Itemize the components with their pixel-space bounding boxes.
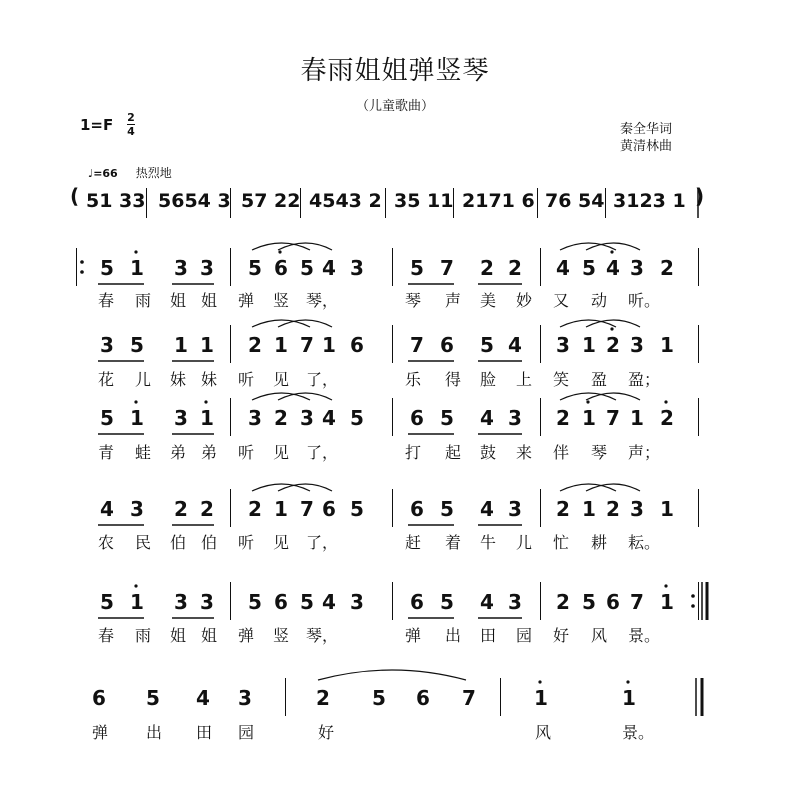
lyric-char: 声；: [628, 443, 661, 462]
slur: [586, 320, 640, 327]
lyric-char: 赶: [405, 533, 422, 552]
score-note: 3: [174, 406, 188, 430]
score-note: 5: [130, 333, 144, 357]
score-note: 5: [248, 590, 262, 614]
barline: [698, 398, 699, 436]
time-signature: [127, 112, 135, 137]
lyric-char: 琴: [591, 443, 608, 462]
lyric-char: 听: [238, 443, 255, 462]
lyric-char: 上: [516, 370, 533, 389]
score-note: 2: [556, 590, 570, 614]
slur: [560, 320, 616, 327]
score-note: 7: [300, 333, 314, 357]
barline: [500, 678, 501, 716]
score-note: 1: [130, 590, 144, 614]
lyric-char: 弹: [238, 291, 255, 310]
score-note: 2: [200, 497, 214, 521]
score-note: 5: [350, 406, 364, 430]
lyric-char: 弟: [201, 443, 218, 462]
slur: [252, 393, 310, 400]
score-note: 4: [480, 590, 494, 614]
score-note: 5: [146, 686, 160, 710]
lyric-char: 起: [445, 443, 462, 462]
slur: [278, 320, 332, 327]
lyric-char: 园: [516, 626, 533, 645]
lyric-char: 着: [445, 533, 462, 552]
lyric-char: 竖: [273, 626, 290, 645]
lyric-char: 听: [238, 370, 255, 389]
long-slur: [318, 670, 466, 680]
barline: [540, 582, 541, 620]
lyric-char: 姐: [170, 291, 187, 310]
barline: [392, 489, 393, 527]
lyric-char: 琴: [405, 291, 422, 310]
lyric-char: 见: [273, 533, 290, 552]
slur: [278, 484, 332, 491]
lyric-char: 听。: [628, 291, 661, 310]
score-note: 5: [248, 256, 262, 280]
lyric-char: 景。: [622, 723, 655, 742]
score-note: 5: [480, 333, 494, 357]
lyric-char: 风: [591, 626, 608, 645]
octave-dot: [134, 400, 137, 403]
score-note: 2: [248, 497, 262, 521]
score-note: 4: [196, 686, 210, 710]
score-note: 3: [556, 333, 570, 357]
lyric-char: 儿: [516, 533, 533, 552]
score-note: 7: [462, 686, 476, 710]
lyric-char: 雨: [135, 291, 152, 310]
score-note: 3: [508, 590, 522, 614]
lyric-char: 春: [98, 291, 115, 310]
lyric-char: 弹: [405, 626, 422, 645]
lyric-char: 风: [535, 723, 552, 742]
score-note: 6: [410, 497, 424, 521]
score-note: 5: [300, 590, 314, 614]
barline: [230, 325, 231, 363]
score-note: 3: [350, 590, 364, 614]
score-note: 1: [660, 333, 674, 357]
score-note: 1: [274, 497, 288, 521]
lyric-char: 了，: [306, 533, 339, 552]
score-note: 4: [480, 497, 494, 521]
barline: [698, 582, 699, 620]
barline: [540, 325, 541, 363]
score-note: 7: [606, 406, 620, 430]
intro-note-group: 4543 2: [309, 190, 382, 212]
song-title: 春雨姐姐弹竖琴: [300, 56, 490, 86]
score-note: 3: [100, 333, 114, 357]
score-note: 1: [174, 333, 188, 357]
score-note: 6: [410, 590, 424, 614]
lyric-char: 姐: [201, 291, 218, 310]
score-note: 3: [630, 256, 644, 280]
lyric-char: 见: [273, 370, 290, 389]
intro-note-group: 35 11: [394, 190, 454, 212]
lyric-char: 田: [196, 723, 213, 742]
octave-dot: [664, 584, 667, 587]
time-signature-bottom: 4: [127, 125, 135, 138]
lyric-char: 伯: [201, 533, 218, 552]
score-note: 3: [630, 497, 644, 521]
lyric-char: 牛: [480, 533, 497, 552]
lyric-char: 园: [238, 723, 255, 742]
score-note: 3: [200, 590, 214, 614]
barline: [392, 582, 393, 620]
lyric-char: 打: [405, 443, 422, 462]
score-note: 4: [606, 256, 620, 280]
score-note: 6: [410, 406, 424, 430]
lyric-char: 春: [98, 626, 115, 645]
tempo-marking: [88, 164, 172, 181]
score-note: 1: [582, 497, 596, 521]
barline: [537, 188, 538, 218]
repeat-dot: [691, 594, 695, 598]
barline: [605, 188, 606, 218]
score-note: 5: [440, 406, 454, 430]
octave-dot: [134, 250, 137, 253]
octave-dot: [538, 680, 541, 683]
barline: [385, 188, 386, 218]
lyric-char: 青: [98, 443, 115, 462]
score-note: 4: [322, 256, 336, 280]
score-note: 1: [322, 333, 336, 357]
score-note: 4: [480, 406, 494, 430]
barline: [698, 248, 699, 286]
score-note: 7: [300, 497, 314, 521]
lyric-char: 田: [480, 626, 497, 645]
score-note: 5: [410, 256, 424, 280]
score-note: 2: [274, 406, 288, 430]
slur: [586, 393, 640, 400]
lyric-char: 蛙: [135, 443, 152, 462]
repeat-start-barline: [76, 248, 77, 286]
lyric-char: 好: [318, 723, 335, 742]
score-note: 4: [322, 590, 336, 614]
lyric-char: 了，: [306, 370, 339, 389]
lyric-char: 弹: [92, 723, 109, 742]
lyric-char: 琴，: [306, 291, 339, 310]
barline: [230, 582, 231, 620]
lyric-char: 竖: [273, 291, 290, 310]
score-note: 2: [606, 497, 620, 521]
octave-dot: [134, 584, 137, 587]
intro-note-group: 5654 3: [158, 190, 231, 212]
score-note: 2: [174, 497, 188, 521]
barline: [698, 325, 699, 363]
score-note: 2: [606, 333, 620, 357]
slur: [560, 243, 616, 250]
time-signature-top: 2: [127, 111, 135, 124]
slur: [278, 393, 332, 400]
barline: [540, 489, 541, 527]
lyric-char: 妹: [201, 370, 218, 389]
lyric-char: 出: [146, 723, 163, 742]
score-note: 6: [274, 590, 288, 614]
barline: [230, 188, 231, 218]
score-note: 1: [130, 406, 144, 430]
score-note: 1: [660, 497, 674, 521]
slur: [586, 243, 640, 250]
lyric-char: 耘。: [628, 533, 661, 552]
lyric-char: 来: [516, 443, 533, 462]
score-note: 1: [630, 406, 644, 430]
lyric-char: 乐: [405, 370, 422, 389]
lyric-char: 得: [445, 370, 462, 389]
slur: [560, 393, 616, 400]
score-note: 3: [130, 497, 144, 521]
repeat-dot: [691, 604, 695, 608]
score-note: 3: [350, 256, 364, 280]
octave-dot: [586, 400, 589, 403]
lyric-char: 妹: [170, 370, 187, 389]
lyric-char: 雨: [135, 626, 152, 645]
barline: [392, 248, 393, 286]
score-note: 5: [582, 590, 596, 614]
lyric-char: 又: [553, 291, 570, 310]
lyric-char: 忙: [553, 533, 570, 552]
lyricist-credit: 秦全华词: [620, 122, 673, 137]
score-note: 1: [534, 686, 548, 710]
octave-dot: [626, 680, 629, 683]
barline: [230, 489, 231, 527]
score-note: 1: [582, 333, 596, 357]
intro-note-group: 3123 1: [613, 190, 686, 212]
score-note: 2: [480, 256, 494, 280]
score-note: 3: [508, 406, 522, 430]
barline: [300, 188, 301, 218]
lyric-char: 伴: [553, 443, 570, 462]
score-note: 4: [508, 333, 522, 357]
lyric-char: 弟: [170, 443, 187, 462]
barline: [540, 398, 541, 436]
barline: [540, 248, 541, 286]
score-note: 1: [660, 590, 674, 614]
intro-note-group: 76 54: [545, 190, 605, 212]
expression-marking: 热烈地: [135, 166, 172, 180]
lyric-char: 出: [445, 626, 462, 645]
score-note: 4: [556, 256, 570, 280]
score-note: 4: [100, 497, 114, 521]
score-note: 3: [300, 406, 314, 430]
score-note: 2: [508, 256, 522, 280]
slur: [586, 484, 640, 491]
score-note: 5: [300, 256, 314, 280]
score-note: 6: [350, 333, 364, 357]
intro-note-group: 51 33: [86, 190, 146, 212]
lyric-char: 农: [98, 533, 115, 552]
repeat-dot: [80, 260, 84, 264]
slur: [560, 484, 616, 491]
score-note: 2: [660, 256, 674, 280]
octave-dot: [610, 250, 613, 253]
score-note: 3: [238, 686, 252, 710]
repeat-dot: [80, 270, 84, 274]
tempo-value: ♩=66: [88, 167, 118, 180]
octave-dot: [204, 400, 207, 403]
lyric-char: 儿: [135, 370, 152, 389]
lyric-char: 民: [135, 533, 152, 552]
score-note: 3: [248, 406, 262, 430]
barline: [453, 188, 454, 218]
score-note: 3: [174, 590, 188, 614]
intro-note-group: 57 22: [241, 190, 301, 212]
score-note: 5: [582, 256, 596, 280]
key-signature: 1=F: [80, 116, 114, 134]
lyric-char: 脸: [480, 370, 497, 389]
score-note: 1: [200, 333, 214, 357]
score-note: 5: [100, 256, 114, 280]
intro-open-paren: (: [70, 184, 80, 208]
score-note: 2: [660, 406, 674, 430]
score-note: 6: [416, 686, 430, 710]
score-note: 3: [174, 256, 188, 280]
intro-note-group: 2171 6: [462, 190, 535, 212]
score-note: 5: [100, 590, 114, 614]
score-note: 5: [100, 406, 114, 430]
lyric-char: 听: [238, 533, 255, 552]
lyric-char: 鼓: [480, 443, 497, 462]
score-note: 6: [322, 497, 336, 521]
octave-dot: [664, 400, 667, 403]
score-note: 5: [440, 497, 454, 521]
composer-credit: 黄清林曲: [620, 139, 673, 154]
barline: [230, 248, 231, 286]
score-note: 6: [92, 686, 106, 710]
lyric-char: 景。: [628, 626, 661, 645]
slur: [252, 243, 310, 250]
lyric-char: 姐: [170, 626, 187, 645]
lyric-char: 姐: [201, 626, 218, 645]
score-note: 1: [274, 333, 288, 357]
score-note: 1: [130, 256, 144, 280]
barline: [230, 398, 231, 436]
score-note: 5: [440, 590, 454, 614]
lyric-char: 了，: [306, 443, 339, 462]
barline: [146, 188, 147, 218]
lyric-char: 动: [591, 291, 608, 310]
score-note: 2: [556, 406, 570, 430]
lyric-char: 琴，: [306, 626, 339, 645]
octave-dot: [610, 327, 613, 330]
lyric-char: 见: [273, 443, 290, 462]
intro-close-paren: ): [695, 184, 705, 208]
score-note: 6: [606, 590, 620, 614]
score-note: 1: [582, 406, 596, 430]
score-note: 1: [622, 686, 636, 710]
lyric-char: 妙: [516, 291, 533, 310]
lyric-char: 盈: [591, 370, 608, 389]
score-note: 3: [200, 256, 214, 280]
score-note: 7: [410, 333, 424, 357]
score-note: 4: [322, 406, 336, 430]
lyric-char: 声: [445, 291, 462, 310]
score-note: 5: [372, 686, 386, 710]
score-note: 7: [440, 256, 454, 280]
score-note: 1: [200, 406, 214, 430]
score-note: 3: [508, 497, 522, 521]
score-note: 2: [316, 686, 330, 710]
score-note: 6: [440, 333, 454, 357]
lyric-char: 伯: [170, 533, 187, 552]
lyric-char: 花: [98, 370, 115, 389]
octave-dot: [278, 250, 281, 253]
score-note: 2: [556, 497, 570, 521]
lyric-char: 好: [553, 626, 570, 645]
lyric-char: 笑: [553, 370, 570, 389]
lyric-char: 耕: [591, 533, 608, 552]
lyric-char: 盈；: [628, 370, 661, 389]
score-note: 5: [350, 497, 364, 521]
lyric-char: 美: [480, 291, 497, 310]
slur: [252, 320, 310, 327]
barline: [392, 398, 393, 436]
score-note: 7: [630, 590, 644, 614]
barline: [392, 325, 393, 363]
score-note: 3: [630, 333, 644, 357]
score-note: 6: [274, 256, 288, 280]
slur: [252, 484, 310, 491]
score-note: 2: [248, 333, 262, 357]
song-subtitle: （儿童歌曲）: [355, 99, 434, 114]
slur: [278, 243, 332, 250]
lyric-char: 弹: [238, 626, 255, 645]
barline: [698, 489, 699, 527]
barline: [285, 678, 286, 716]
